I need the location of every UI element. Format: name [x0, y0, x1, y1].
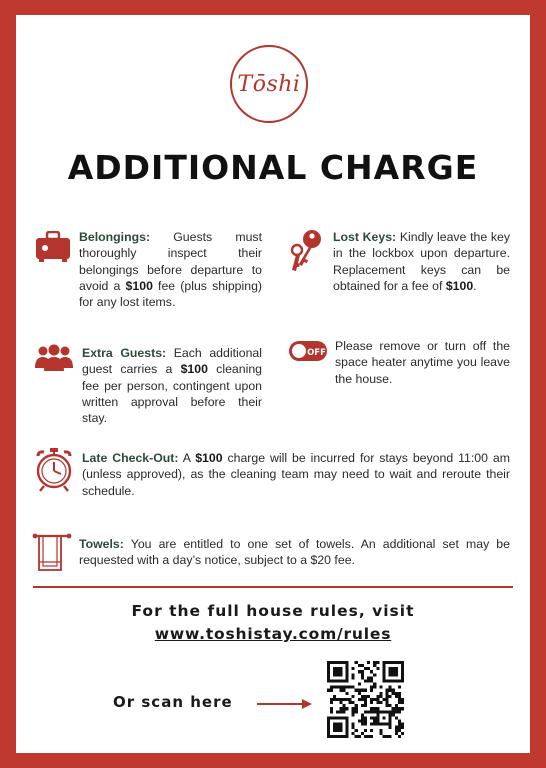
lost-keys-text — [333, 229, 510, 294]
rules-line: For the full house rules, visit — [131, 602, 415, 620]
lost-keys-desc: Kindly leave the key in the lockbox upon departure. Replacement keys can be obtained for a fee of — [333, 230, 510, 293]
towels-desc: You are entitled to one set of towels. An additional set may be requested with a day’s notice, subject to a $20 fee. — [79, 537, 510, 568]
late-checkout-amount: $100 — [195, 451, 223, 465]
towels-label: Towels: — [79, 537, 124, 551]
late-checkout-desc: A — [178, 451, 196, 465]
late-checkout-text — [82, 450, 510, 499]
towels-text — [79, 536, 510, 569]
belongings-desc-end: fee (plus shipping) for any lost items. — [79, 278, 262, 310]
scan-label: Or scan here — [113, 693, 233, 711]
divider — [33, 586, 513, 588]
qr-code-icon[interactable] — [327, 661, 404, 743]
lost-keys-desc-end: . — [473, 278, 477, 293]
page-title: ADDITIONAL CHARGE — [67, 148, 479, 187]
belongings-label: Belongings: — [79, 230, 151, 244]
lost-keys-amount: $100 — [445, 278, 474, 293]
belongings-text — [79, 229, 262, 310]
keys-icon — [288, 228, 328, 272]
belongings-desc: Guests must thoroughly inspect their belongings before departure to avoid a — [79, 230, 262, 293]
rules-link[interactable]: www.toshistay.com/rules — [154, 625, 392, 643]
late-checkout-desc-end: charge will be incurred for stays beyond 11:00 am (unless approved), as the cleaning team may need to wait and reroute their schedule. — [82, 451, 510, 498]
group-icon — [34, 344, 74, 372]
extra-guests-desc: Each additional guest carries a — [82, 346, 262, 377]
alarm-clock-icon — [34, 447, 74, 493]
off-switch-icon — [288, 340, 328, 362]
arrow-right-icon — [257, 697, 313, 715]
extra-guests-amount: $100 — [180, 362, 208, 377]
towel-rack-icon — [32, 532, 72, 574]
lost-keys-label: Lost Keys: — [333, 230, 397, 244]
extra-guests-desc-end: cleaning fee per person, contingent upon written approval before their stay. — [82, 362, 262, 426]
logo-text: Tōshi — [237, 71, 301, 97]
luggage-icon — [34, 231, 72, 263]
extra-guests-label: Extra Guests: — [82, 346, 167, 360]
late-checkout-label: Late Check-Out: — [82, 451, 179, 465]
toshi-logo — [230, 45, 308, 123]
extra-guests-text — [82, 345, 262, 426]
heater-text: Please remove or turn off the space heater anytime you leave the house. — [335, 339, 510, 386]
off-switch-label: OFF — [307, 348, 326, 358]
belongings-amount: $100 — [125, 278, 153, 293]
